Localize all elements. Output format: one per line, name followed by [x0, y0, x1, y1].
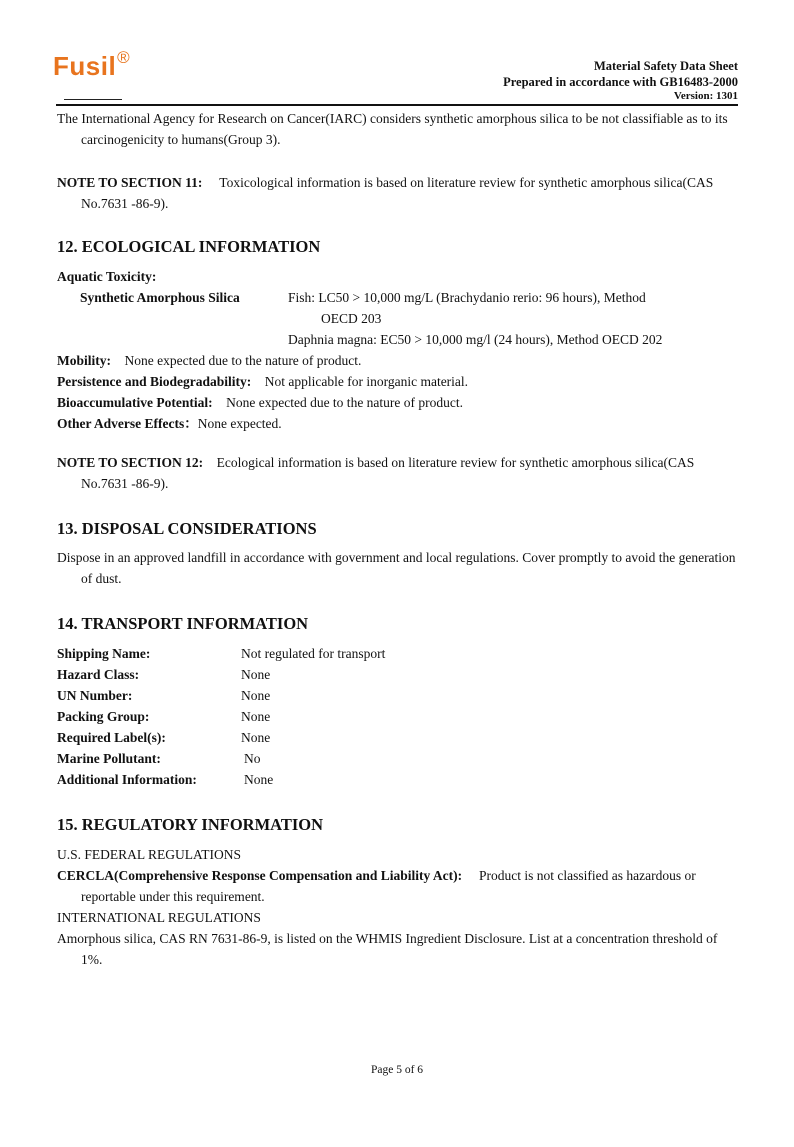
persistence-value: Not applicable for inorganic material.	[264, 374, 469, 389]
toxicity-row	[57, 287, 737, 308]
disposal-text: Dispose in an approved landfill in accordance with government and local regulations. Cover promptly to avoid the generation of dust.	[57, 550, 736, 586]
note11-text: Toxicological information is based on literature review for synthetic amorphous silica(CAS No.7631 -86-9).	[81, 175, 714, 211]
header-divider	[56, 104, 738, 106]
transport-row	[57, 706, 737, 727]
mobility-value: None expected due to the nature of product.	[124, 353, 362, 368]
daphnia-toxicity: Daphnia magna: EC50 > 10,000 mg/l (24 hours), Method OECD 202	[288, 332, 663, 347]
transport-label: Additional Information:	[57, 772, 197, 787]
fish-toxicity: Fish: LC50 > 10,000 mg/L (Brachydanio rerio: 96 hours), Method	[288, 290, 646, 305]
section-12-heading: 12. ECOLOGICAL INFORMATION	[57, 237, 321, 256]
other-effects-row	[57, 413, 737, 434]
persistence-label: Persistence and Biodegradability:	[57, 374, 252, 389]
bio-value: None expected due to the nature of product.	[226, 395, 464, 410]
transport-row	[57, 748, 737, 769]
international-heading: INTERNATIONAL REGULATIONS	[57, 910, 261, 925]
company-logo	[53, 48, 130, 82]
transport-label: Required Label(s):	[57, 730, 166, 745]
aquatic-toxicity-label	[57, 266, 737, 287]
transport-value: None	[241, 667, 271, 682]
mobility-label: Mobility:	[57, 353, 111, 368]
bio-label: Bioaccumulative Potential:	[57, 395, 213, 410]
transport-row	[57, 664, 737, 685]
logo-underline	[64, 99, 122, 100]
prepared-note: Prepared in accordance with GB16483-2000	[503, 75, 738, 89]
document-title: Material Safety Data Sheet	[593, 59, 738, 73]
transport-value: None	[244, 772, 274, 787]
transport-label: Packing Group:	[57, 709, 150, 724]
section-14-heading: 14. TRANSPORT INFORMATION	[57, 614, 309, 633]
iarc-paragraph: The International Agency for Research on Cancer(IARC) considers synthetic amorphous silica to be not classifiable as to its carcinogenicity to humans(Group 3).	[57, 111, 728, 147]
bioaccumulation-row	[57, 392, 737, 413]
transport-row	[57, 643, 737, 664]
section-15-heading: 15. REGULATORY INFORMATION	[57, 815, 324, 834]
version-label: Version: 1301	[673, 90, 738, 102]
substance-name: Synthetic Amorphous Silica	[80, 290, 240, 305]
transport-row	[57, 685, 737, 706]
logo-text: Fusil	[53, 51, 117, 81]
transport-label: Shipping Name:	[57, 646, 151, 661]
aquatic-label-text: Aquatic Toxicity:	[57, 269, 157, 284]
other-value: None expected.	[197, 416, 282, 431]
section-13-heading: 13. DISPOSAL CONSIDERATIONS	[57, 519, 317, 538]
page-number: Page 5 of 6	[370, 1064, 424, 1076]
registered-mark: ®	[117, 48, 131, 67]
transport-label: Marine Pollutant:	[57, 751, 161, 766]
fish-toxicity-cont: OECD 203	[321, 311, 382, 326]
mobility-row	[57, 350, 737, 371]
page-content	[57, 108, 737, 970]
note11-label: NOTE TO SECTION 11:	[57, 175, 203, 190]
transport-row	[57, 769, 737, 790]
document-header	[503, 58, 738, 103]
us-federal-heading: U.S. FEDERAL REGULATIONS	[57, 847, 242, 862]
note-section-11	[57, 172, 737, 214]
transport-value: None	[241, 688, 271, 703]
note-section-12	[57, 452, 737, 494]
transport-row	[57, 727, 737, 748]
transport-value: None	[241, 709, 271, 724]
international-text: Amorphous silica, CAS RN 7631-86-9, is listed on the WHMIS Ingredient Disclosure. List at a concentration threshold of 1%.	[57, 931, 718, 967]
note12-label: NOTE TO SECTION 12:	[57, 455, 204, 470]
note12-text: Ecological information is based on literature review for synthetic amorphous silica(CAS No.7631 -86-9).	[81, 455, 695, 491]
transport-label: Hazard Class:	[57, 667, 140, 682]
other-label: Other Adverse Effects：	[57, 416, 198, 431]
transport-value: Not regulated for transport	[241, 646, 386, 661]
cercla-text: Product is not classified as hazardous or reportable under this requirement.	[81, 868, 696, 904]
persistence-row	[57, 371, 737, 392]
transport-label: UN Number:	[57, 688, 133, 703]
cercla-paragraph	[57, 865, 737, 907]
transport-value: None	[241, 730, 271, 745]
transport-value: No	[244, 751, 261, 766]
cercla-label: CERCLA(Comprehensive Response Compensation and Liability Act):	[57, 868, 463, 883]
